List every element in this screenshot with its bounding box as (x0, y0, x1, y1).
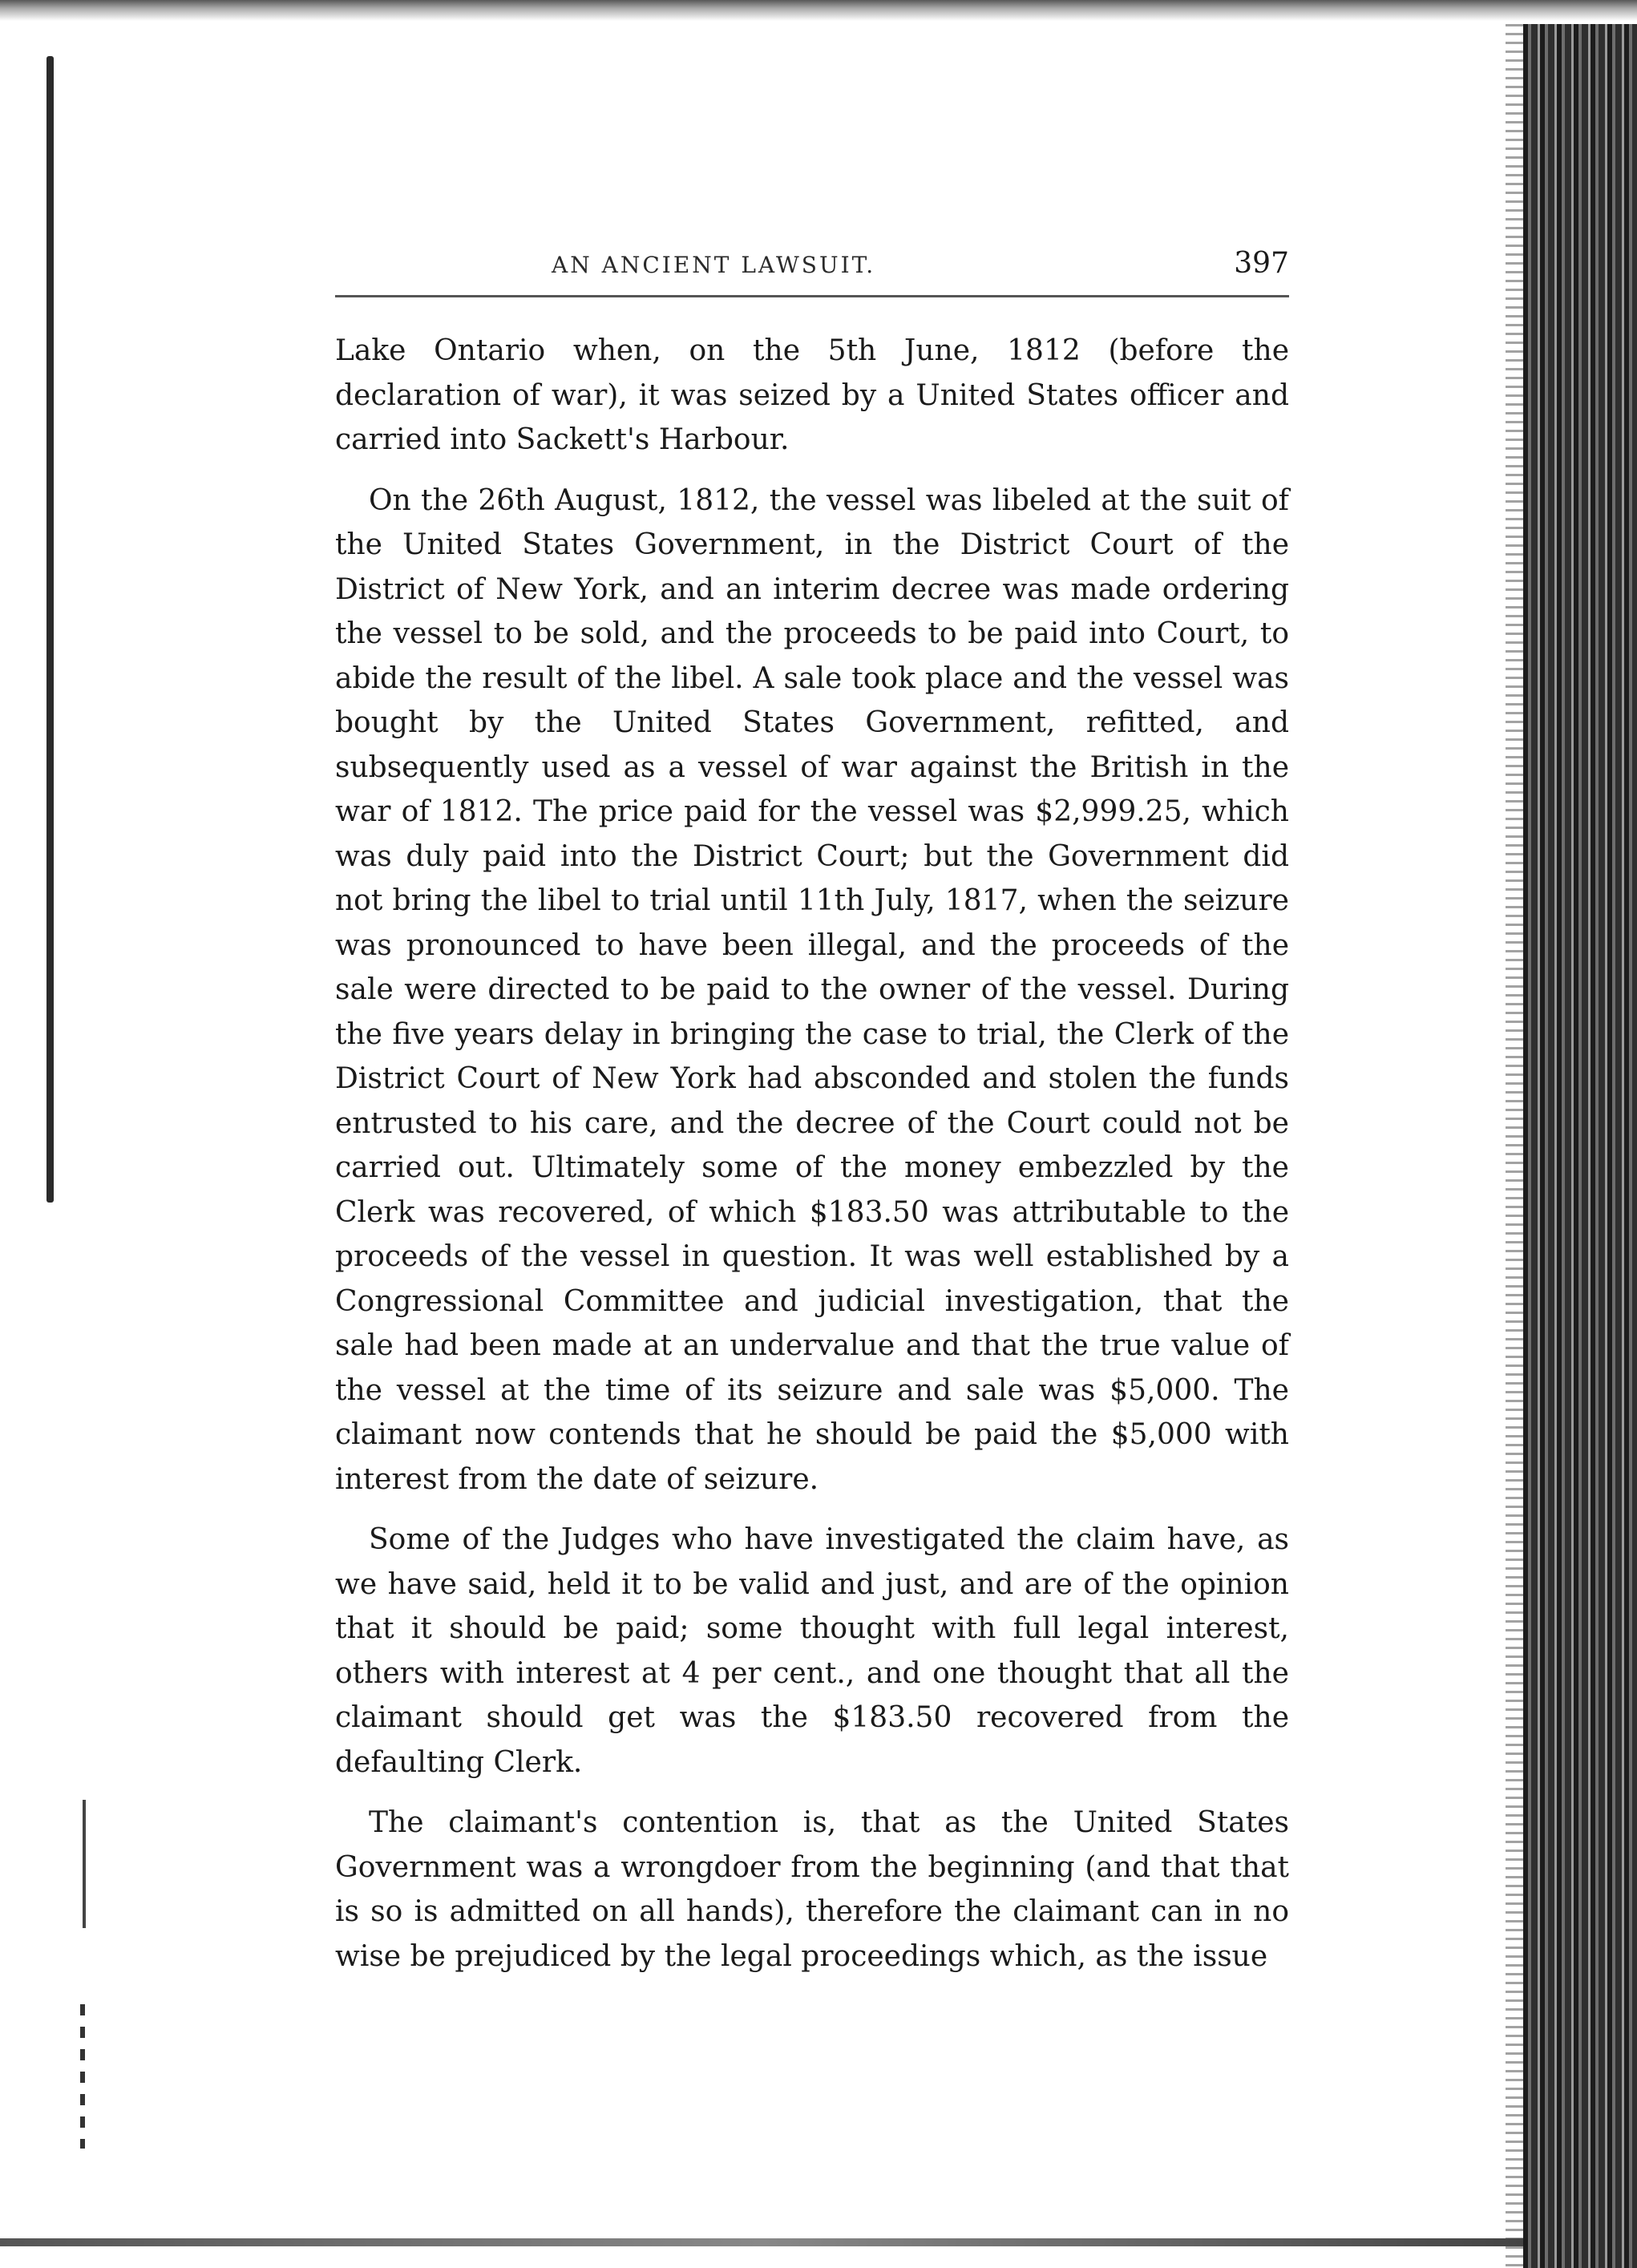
scan-bottom-edge (0, 2238, 1523, 2246)
scan-binding-mark (46, 56, 54, 1203)
paragraph: The claimant's contention is, that as the United States Government was a wrongdoer from the beginning (and that that is so is admitted on all hands), therefore the claimant can in no wise be prejudiced by the legal proceedings which, as the issue (335, 1806, 1289, 1973)
scan-binding-mark (83, 1800, 86, 1928)
page-number: 397 (1234, 247, 1289, 280)
running-header (335, 247, 1289, 287)
header-rule (335, 295, 1289, 297)
paragraph: Some of the Judges who have investigated the claim have, as we have said, held it to be valid and just, and are of the opinion that it should be paid; some thought with full legal interest, others with interest at 4 per cent., and one thought that all the claimant should get was the $183.50 recovered from the defaulting Clerk. (335, 1523, 1289, 1779)
paragraph: On the 26th August, 1812, the vessel was libeled at the suit of the United States Government, in the District Court of the District of New York, and an interim decree was made ordering the vessel to be sold, and the proceeds to be paid into Court, to abide the result of the libel. A sale took place and the vessel was bought by the United States Government, refitted, and subsequently used as a vessel of war against the British in the war of 1812. The price paid for the vessel was $2,999.25, which was duly paid into the District Court; but the Government did not bring the libel to trial until 11th July, 1817, when the seizure was pronounced to have been illegal, and the proceeds of the sale were directed to be paid to the owner of the vessel. During the five years delay in bringing the case to trial, the Clerk of the District Court of New York had absconded and stolen the funds entrusted to his care, and the decree of the Court could not be carried out. Ultimately some of the money embezzled by the Clerk was recovered, of which $183.50 was attributable to the proceeds of the vessel in question. It was well established by a Congressional Committee and judicial investigation, that the sale had been made at an undervalue and that the true value of the vessel at the time of its seizure and sale was $5,000. The claimant now contends that he should be paid the $5,000 with interest from the date of seizure. (335, 483, 1289, 1496)
scan-page-edge (1523, 24, 1637, 2268)
scan-binding-mark (80, 2004, 85, 2149)
body-text (335, 329, 1289, 1995)
running-title: AN ANCIENT LAWSUIT. (552, 252, 876, 278)
scan-top-edge (0, 0, 1637, 21)
paragraph: Lake Ontario when, on the 5th June, 1812 (before the declaration of war), it was seized by a United States officer and carried into Sackett's Harbour. (335, 334, 1289, 456)
